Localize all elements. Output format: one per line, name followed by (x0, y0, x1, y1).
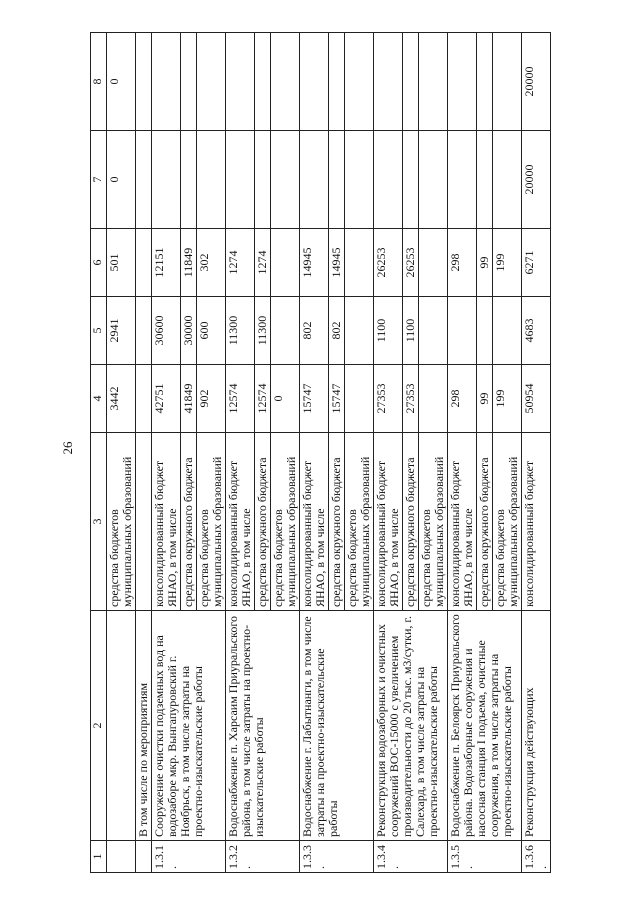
value-col5: 11300 (255, 297, 271, 365)
header-cell: 6 (91, 229, 107, 297)
value-col8 (271, 33, 300, 131)
funding-source: средства бюджетов муниципальных образований (345, 433, 374, 611)
value-col4: 42751 (152, 365, 181, 433)
funding-source: консолидированный бюджет (522, 433, 551, 611)
table-row (107, 33, 136, 873)
value-col8 (226, 33, 255, 131)
header-cell: 2 (91, 611, 107, 841)
value-col7 (448, 131, 477, 229)
value-col6: 1274 (255, 229, 271, 297)
value-col7 (493, 131, 522, 229)
value-col4: 3442 (107, 365, 136, 433)
value-col5: 2941 (107, 297, 136, 365)
value-col8 (403, 33, 419, 131)
value-col6 (136, 229, 152, 297)
value-col4: 15747 (300, 365, 329, 433)
value-col6: 14945 (300, 229, 329, 297)
value-col8 (419, 33, 448, 131)
value-col5: 1100 (403, 297, 419, 365)
value-col5: 802 (329, 297, 345, 365)
funding-source (136, 433, 152, 611)
funding-source: средства бюджетов муниципальных образований (271, 433, 300, 611)
funding-source: средства окружного бюджета (329, 433, 345, 611)
value-col7: 20000 (522, 131, 551, 229)
measure-name: В том числе по мероприятиям (136, 611, 152, 841)
value-col6 (345, 229, 374, 297)
value-col4: 41849 (181, 365, 197, 433)
value-col6: 99 (477, 229, 493, 297)
value-col6: 1274 (226, 229, 255, 297)
value-col5: 11300 (226, 297, 255, 365)
funding-source: средства бюджетов муниципальных образований (107, 433, 136, 611)
value-col6 (419, 229, 448, 297)
value-col8: 20000 (522, 33, 551, 131)
funding-source: средства бюджетов муниципальных образований (197, 433, 226, 611)
value-col4: 0 (271, 365, 300, 433)
row-number: 1.3.5. (448, 841, 522, 873)
value-col6: 302 (197, 229, 226, 297)
value-col8 (493, 33, 522, 131)
row-number: 1.3.4. (374, 841, 448, 873)
table-row (522, 33, 551, 873)
value-col6: 6271 (522, 229, 551, 297)
table-row (136, 33, 152, 873)
measure-name: Реконструкция действующих (522, 611, 551, 841)
header-cell: 8 (91, 33, 107, 131)
value-col4: 27353 (403, 365, 419, 433)
table-row (374, 33, 403, 873)
value-col5 (345, 297, 374, 365)
value-col7 (255, 131, 271, 229)
measure-name: Сооружение очистки подземных вод на водозаборе мкр. Вынгапуровский г. Ноябрьск, в том числе затраты на проектно-изыскательские работы (152, 611, 226, 841)
value-col7 (300, 131, 329, 229)
row-number: 1.3.2. (226, 841, 300, 873)
row-number: 1.3.1. (152, 841, 226, 873)
measure-name: Водоснабжение п. Харсаим Приуральского района, в том числе затраты на проектно-изыскательские работы (226, 611, 300, 841)
funding-source: средства окружного бюджета (477, 433, 493, 611)
value-col6 (271, 229, 300, 297)
value-col8 (300, 33, 329, 131)
rotated-sheet (90, 33, 608, 873)
value-col8 (197, 33, 226, 131)
value-col6: 26253 (403, 229, 419, 297)
value-col7 (329, 131, 345, 229)
value-col4: 27353 (374, 365, 403, 433)
value-col4: 902 (197, 365, 226, 433)
value-col5 (448, 297, 477, 365)
header-cell: 3 (91, 433, 107, 611)
value-col5 (136, 297, 152, 365)
funding-source: консолидированный бюджет ЯНАО, в том числе (226, 433, 255, 611)
value-col4: 199 (493, 365, 522, 433)
value-col8 (329, 33, 345, 131)
page-number: 26 (60, 441, 75, 455)
funding-source: средства окружного бюджета (181, 433, 197, 611)
header-row (91, 33, 107, 873)
value-col7: 0 (107, 131, 136, 229)
measure-name: Водоснабжение г. Лабытнанги, в том числе затраты на проектно-изыскательские работы (300, 611, 374, 841)
value-col4: 12574 (255, 365, 271, 433)
value-col6: 26253 (374, 229, 403, 297)
value-col6: 501 (107, 229, 136, 297)
value-col6: 199 (493, 229, 522, 297)
funding-source: консолидированный бюджет ЯНАО, в том числе (448, 433, 477, 611)
value-col6: 14945 (329, 229, 345, 297)
value-col8 (255, 33, 271, 131)
value-col5: 802 (300, 297, 329, 365)
value-col8 (152, 33, 181, 131)
value-col6: 12151 (152, 229, 181, 297)
value-col4 (419, 365, 448, 433)
value-col5 (477, 297, 493, 365)
row-number: 1.3.6. (522, 841, 551, 873)
value-col8 (374, 33, 403, 131)
value-col5: 4683 (522, 297, 551, 365)
table-row (226, 33, 255, 873)
header-cell: 1 (91, 841, 107, 873)
row-number: 1.3.3. (300, 841, 374, 873)
value-col4: 15747 (329, 365, 345, 433)
table-row (300, 33, 329, 873)
value-col5: 30000 (181, 297, 197, 365)
value-col7 (374, 131, 403, 229)
value-col4 (136, 365, 152, 433)
value-col7 (152, 131, 181, 229)
header-cell: 4 (91, 365, 107, 433)
header-cell: 7 (91, 131, 107, 229)
value-col8 (448, 33, 477, 131)
rotated-content (90, 33, 608, 873)
value-col7 (271, 131, 300, 229)
value-col5 (493, 297, 522, 365)
value-col7 (197, 131, 226, 229)
table-row (152, 33, 181, 873)
funding-source: средства бюджетов муниципальных образований (493, 433, 522, 611)
row-number (136, 841, 152, 873)
funding-source: консолидированный бюджет ЯНАО, в том числе (374, 433, 403, 611)
value-col7 (181, 131, 197, 229)
funding-source: средства окружного бюджета (403, 433, 419, 611)
table-row (448, 33, 477, 873)
value-col7 (419, 131, 448, 229)
value-col5 (271, 297, 300, 365)
value-col5: 600 (197, 297, 226, 365)
value-col7 (345, 131, 374, 229)
value-col4: 99 (477, 365, 493, 433)
value-col5: 30600 (152, 297, 181, 365)
value-col7 (226, 131, 255, 229)
program-table (90, 32, 551, 873)
measure-name: Реконструкция водозаборных и очистных сооружений ВОС-15000 с увеличением производительности до 20 тыс. м3/сутки, г. Салехард, в том числе затраты на проектно-изыскательские работы (374, 611, 448, 841)
funding-source: консолидированный бюджет ЯНАО, в том числе (152, 433, 181, 611)
value-col8 (136, 33, 152, 131)
value-col5 (419, 297, 448, 365)
value-col8 (477, 33, 493, 131)
value-col8 (181, 33, 197, 131)
value-col4 (345, 365, 374, 433)
table-body (91, 33, 551, 873)
funding-source: средства окружного бюджета (255, 433, 271, 611)
value-col6: 11849 (181, 229, 197, 297)
measure-name (107, 611, 136, 841)
funding-source: консолидированный бюджет ЯНАО, в том числе (300, 433, 329, 611)
value-col4: 12574 (226, 365, 255, 433)
value-col7 (136, 131, 152, 229)
value-col4: 50954 (522, 365, 551, 433)
measure-name: Водоснабжение п. Белоярск Приуральского района. Водозаборные сооружения и насосная станция I подъема, очистные сооружения, в том числе затраты на проектно-изыскательские работы (448, 611, 522, 841)
value-col8: 0 (107, 33, 136, 131)
header-cell: 5 (91, 297, 107, 365)
value-col7 (403, 131, 419, 229)
value-col8 (345, 33, 374, 131)
value-col6: 298 (448, 229, 477, 297)
value-col5: 1100 (374, 297, 403, 365)
row-number (107, 841, 136, 873)
value-col7 (477, 131, 493, 229)
funding-source: средства бюджетов муниципальных образований (419, 433, 448, 611)
value-col4: 298 (448, 365, 477, 433)
